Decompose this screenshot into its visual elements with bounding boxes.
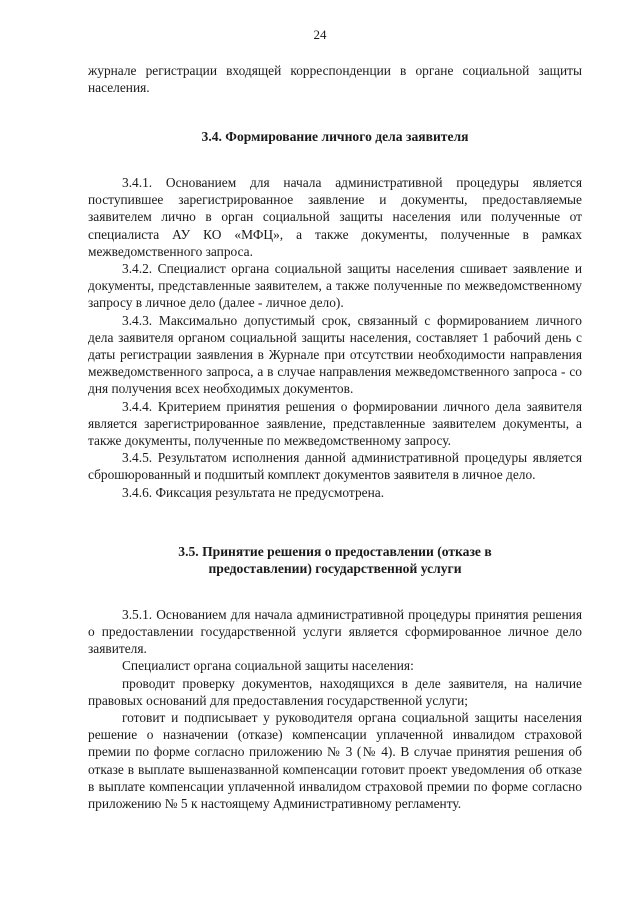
paragraph-3-4-4: 3.4.4. Критерием принятия решения о формировании личного дела заявителя является зарегистрированное заявление, представленные заявителем документы, а также документы, полученные по межведомственному запросу. — [88, 398, 582, 448]
section-3-5-heading-line2: предоставлении) государственной услуги — [208, 561, 462, 577]
paragraph-prepares-decision: готовит и подписывает у руководителя органа социальной защиты населения решение о назначении (отказе) компенсации уплаченной инвалидом страховой премии по форме согласно приложению № 3 (№ 4). В случае принятия решения об отказе в выплате вышеназванной компенсации готовит проект уведомления об отказе в выплате компенсации уплаченной инвалидом страховой премии по форме согласно приложению № 5 к настоящему Административному регламенту. — [88, 709, 582, 811]
paragraph-3-4-2: 3.4.2. Специалист органа социальной защиты населения сшивает заявление и документы, представленные заявителем, а также полученные по межведомственному запросу в личное дело (далее - личное дело). — [88, 260, 582, 311]
page-number: 24 — [313, 27, 327, 42]
section-3-4-heading: 3.4. Формирование личного дела заявителя — [201, 129, 469, 145]
intro-fragment: журнале регистрации входящей корреспонденции в органе социальной защиты населения. — [88, 63, 582, 96]
paragraph-3-4-1: 3.4.1. Основанием для начала административной процедуры является поступившее зарегистрированное заявление и документы, предоставляемые заявителем лично в орган социальной защиты населения или полученные от специалиста АУ КО «МФЦ», а также документы, полученные в рамках межведомственного запроса. — [88, 174, 582, 259]
section-3-5-heading-line1: 3.5. Принятие решения о предоставлении (отказе в — [178, 543, 492, 559]
paragraph-3-4-6: 3.4.6. Фиксация результата не предусмотрена. — [122, 484, 385, 500]
paragraph-3-5-1: 3.5.1. Основанием для начала административной процедуры принятия решения о предоставлении государственной услуги является сформированное личное дело заявителя. — [88, 606, 582, 657]
paragraph-specialist: Специалист органа социальной защиты населения: — [122, 658, 414, 674]
paragraph-3-4-5: 3.4.5. Результатом исполнения данной административной процедуры является сброшюрованный и подшитый комплект документов заявителя в личное дело. — [88, 450, 582, 483]
paragraph-checks-documents: проводит проверку документов, находящихся в деле заявителя, на наличие правовых оснований для предоставления государственной услуги; — [88, 675, 582, 708]
page-content — [88, 62, 582, 812]
section-3-5-heading — [88, 543, 582, 578]
paragraph-3-4-3: 3.4.3. Максимально допустимый срок, связанный с формированием личного дела заявителя органом социальной защиты населения, составляет 1 рабочий день с даты регистрации заявления в Журнале при отсутствии необходимости направления межведомственного запроса, а в случае направления межведомственного запроса - со дня получения всех необходимых документов. — [88, 312, 582, 397]
